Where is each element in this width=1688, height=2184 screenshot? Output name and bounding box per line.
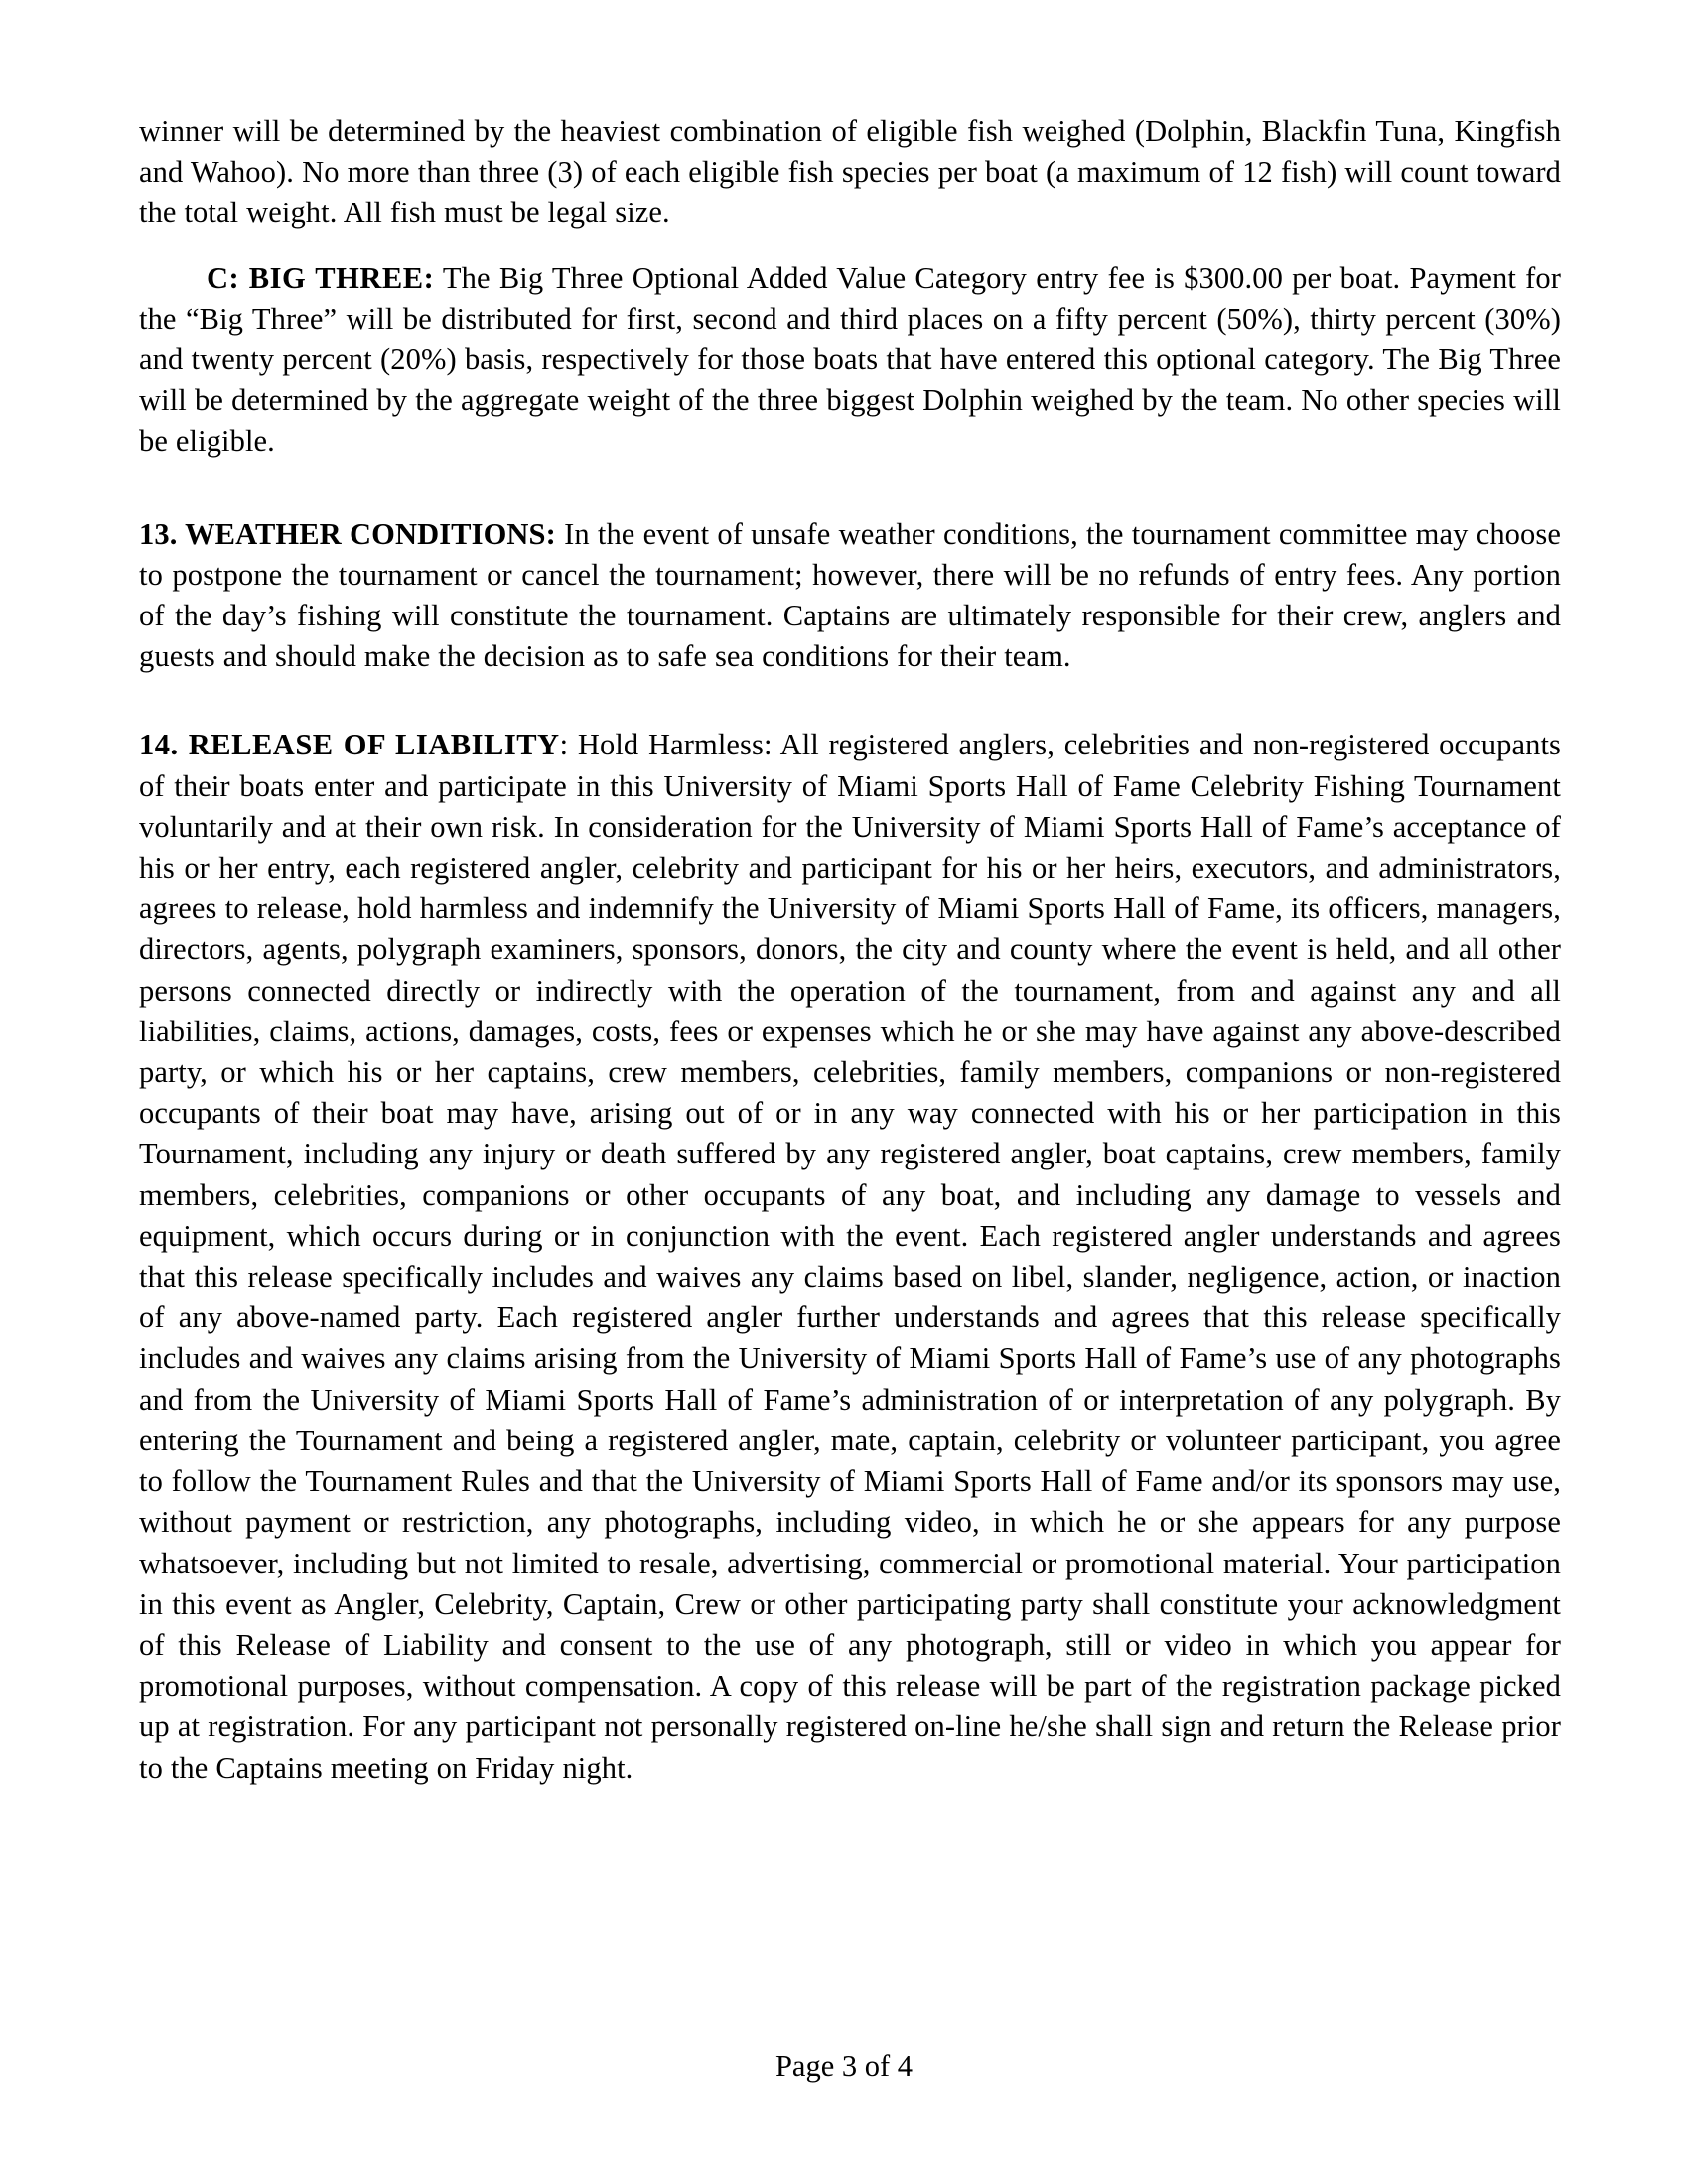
spacer xyxy=(139,677,1561,725)
text-weather-conditions: In the event of unsafe weather conditions, the tournament committee may choose to postpone the tournament or cancel the tournament; however, there will be no refunds of entry fees. Any portion of the day’s fishing will constitute the tournament. Captains are ultimately responsible for their crew, anglers and guests and should make the decision as to safe sea conditions for their team. xyxy=(139,516,1561,674)
spacer xyxy=(139,234,1561,258)
paragraph-big-three xyxy=(139,258,1561,463)
paragraph-continuation: winner will be determined by the heaviest combination of eligible fish weighed (Dolphin, Blackfin Tuna, Kingfish and Wahoo). No more than three (3) of each eligible fish species per boat (a maximum of 12 fish) will count toward the total weight. All fish must be legal size. xyxy=(139,114,1561,230)
page-footer xyxy=(0,2047,1688,2085)
paragraph-release-of-liability xyxy=(139,725,1561,1788)
text-release-of-liability: : Hold Harmless: All registered anglers, celebrities and non-registered occupants of their boats enter and participate in this University of Miami Sports Hall of Fame Celebrity Fishing Tournament voluntarily and at their own risk. In consideration for the University of Miami Sports Hall of Fame’s acceptance of his or her entry, each registered angler, celebrity and participant for his or her heirs, executors, and administrators, agrees to release, hold harmless and indemnify the University of Miami Sports Hall of Fame, its officers, managers, directors, agents, polygraph examiners, sponsors, donors, the city and county where the event is held, and all other persons connected directly or indirectly with the operation of the tournament, from and against any and all liabilities, claims, actions, damages, costs, fees or expenses which he or she may have against any above-described party, or which his or her captains, crew members, celebrities, family members, companions or non-registered occupants of their boat may have, arising out of or in any way connected with his or her participation in this Tournament, including any injury or death suffered by any registered angler, boat captains, crew members, family members, celebrities, companions or other occupants of any boat, and including any damage to vessels and equipment, which occurs during or in conjunction with the event. Each registered angler understands and agrees that this release specifically includes and waives any claims based on libel, slander, negligence, action, or inaction of any above-named party. Each registered angler further understands and agrees that this release specifically includes and waives any claims arising from the University of Miami Sports Hall of Fame’s use of any photographs and from the University of Miami Sports Hall of Fame’s administration of or interpretation of any polygraph. By entering the Tournament and being a registered angler, mate, captain, celebrity or volunteer participant, you agree to follow the Tournament Rules and that the University of Miami Sports Hall of Fame and/or its sponsors may use, without payment or restriction, any photographs, including video, in which he or she appears for any purpose whatsoever, including but not limited to resale, advertising, commercial or promotional material. Your participation in this event as Angler, Celebrity, Captain, Crew or other participating party shall constitute your acknowledgment of this Release of Liability and consent to the use of any photograph, still or video in which you appear for promotional purposes, without compensation. A copy of this release will be part of the registration package picked up at registration. For any participant not personally registered on-line he/she shall sign and return the Release prior to the Captains meeting on Friday night. xyxy=(139,728,1561,1785)
document-body xyxy=(139,111,1561,1789)
heading-release-of-liability: 14. RELEASE OF LIABILITY xyxy=(139,728,560,762)
text-big-three: The Big Three Optional Added Value Category entry fee is $300.00 per boat. Payment for the “Big Three” will be distributed for first, second and third places on a fifty percent (50%), thirty percent (30%) and twenty percent (20%) basis, respectively for those boats that have entered this optional category. The Big Three will be determined by the aggregate weight of the three biggest Dolphin weighed by the team. No other species will be eligible. xyxy=(139,260,1562,459)
heading-weather-conditions: 13. WEATHER CONDITIONS: xyxy=(139,516,556,551)
heading-big-three: C: BIG THREE: xyxy=(207,260,435,295)
spacer xyxy=(139,463,1561,514)
paragraph-weather-conditions xyxy=(139,514,1561,678)
page-number-label: Page 3 of 4 xyxy=(774,2049,914,2083)
